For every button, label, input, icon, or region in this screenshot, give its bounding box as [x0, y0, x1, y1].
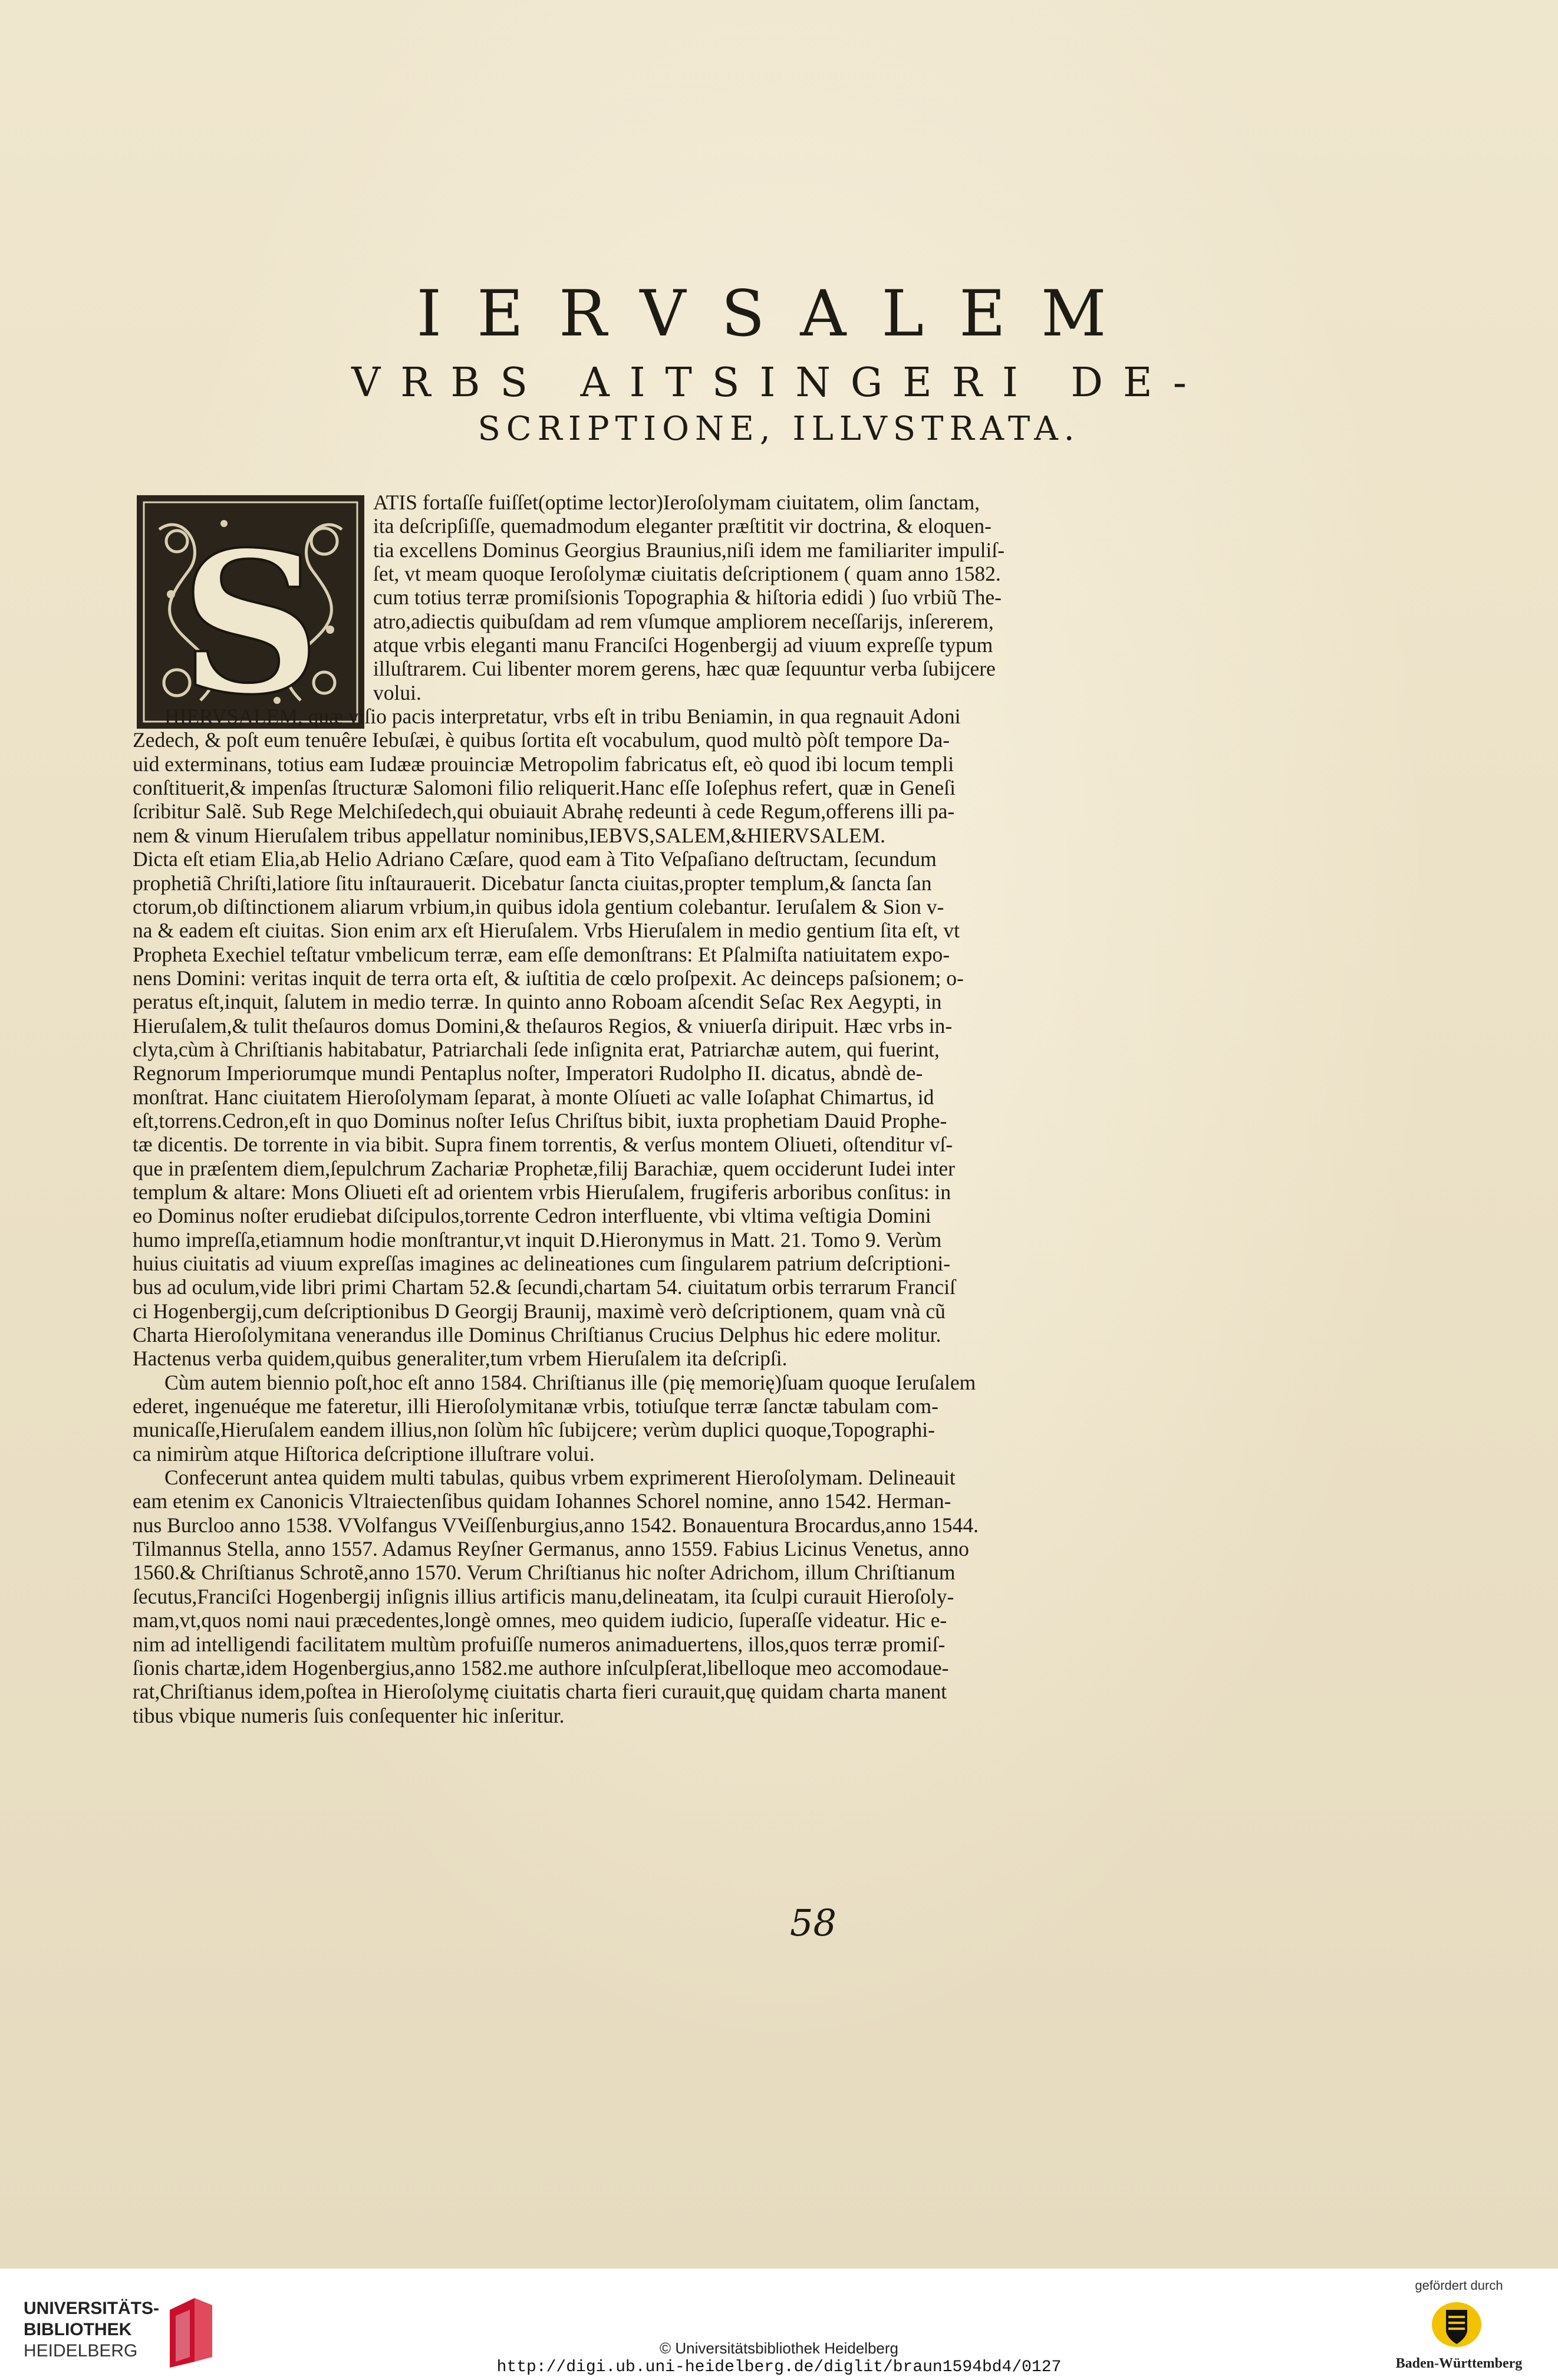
state-coat-of-arms-icon	[1424, 2299, 1490, 2350]
body-text	[133, 491, 1211, 1727]
funding-label: gefördert durch	[1415, 2278, 1503, 2293]
text-line: Propheta Exechiel teſtatur vmbelicum terræ, eam eſſe demonſtrans: Et Pſalmiſta natiuitatem expo-	[133, 942, 950, 966]
text-line: ctorum,ob diſtinctionem aliarum vrbium,in quibus idola gentium colebantur. Ieruſalem & Sion v-	[133, 894, 944, 919]
text-line: ATIS fortaſſe fuiſſet(optime lector)Ieroſolymam ciuitatem, olim ſanctam,	[373, 491, 980, 514]
text-line: tæ dicentis. De torrente in via bibit. Supra finem torrentis, & verſus montem Oliueti, oſtenditur vſ-	[133, 1133, 953, 1157]
text-line: atque vrbis eleganti manu Franciſci Hogenbergij ad viuum expreſſe typum	[373, 633, 993, 657]
text-line: ſcribitur Salẽ. Sub Rege Melchiſedech,qui obuiauit Abrahę redeunti à cede Regum,offerens illi pa-	[133, 799, 955, 824]
subtitle-line-2: SCRIPTIONE, ILLVSTRATA.	[477, 410, 1081, 448]
text-line: ſet, vt meam quoque Ieroſolymæ ciuitatis deſcriptionem ( quam anno 1582.	[373, 562, 1001, 586]
text-line: Cùm autem biennio poſt,hoc eſt anno 1584. Chriſtianus ille (pię memorię)ſuam quoque Ieruſalem	[164, 1370, 976, 1394]
text-line: uid exterminans, totius eam Iudææ prouinciæ Metropolim fabricatus eſt, eò quod ibi locum templi	[133, 752, 954, 776]
text-line: que in præſentem diem,ſepulchrum Zachariæ Prophetæ,filij Barachiæ, quem occiderunt Iudei inter	[133, 1156, 955, 1180]
text-line: nens Domini: veritas inquit de terra orta eſt, & iuſtitia de cœlo proſpexit. Ac deinceps paſsionem; o-	[133, 966, 964, 990]
text-line: na & eadem eſt ciuitas. Sion enim arx eſt Hieruſalem. Vrbs Hieruſalem in medio gentium ſita eſt, vt	[133, 919, 960, 943]
copyright-notice: © Universitätsbibliothek Heidelberg	[659, 2339, 899, 2357]
text-line: HIERVSALEM, quæ viſio pacis interpretatur, vrbs eſt in tribu Beniamin, in qua regnauit Adoni	[164, 705, 961, 729]
text-line: eam etenim ex Canonicis Vltraiectenſibus quidam Iohannes Schorel nomine, anno 1542. Herman-	[133, 1489, 951, 1513]
text-line: nim ad intelligendi facilitatem multùm profuiſſe numeros animaduertens, illos,quos terræ promiſ-	[133, 1632, 946, 1656]
subtitle-line-1: VRBS AITSINGERI DE-	[351, 360, 1207, 406]
text-line: peratus eſt,inquit, ſalutem in medio terræ. In quinto anno Roboam aſcendit Seſac Rex Aegypti, in	[133, 990, 942, 1014]
text-line: Charta Hieroſolymitana venerandus ille Dominus Chriſtianus Crucius Delphus hic edere molitur.	[133, 1323, 941, 1347]
text-line: 1560.& Chriſtianus Schrotẽ,anno 1570. Verum Chriſtianus hic noſter Adrichom, illum Chriſtianum	[133, 1561, 956, 1585]
text-line: atro,adiectis quibuſdam ad rem vſumque ampliorem neceſſarijs, inſererem,	[373, 609, 994, 633]
text-line: nem & vinum Hieruſalem tribus appellatur nominibus,IEBVS,SALEM,&HIERVSALEM.	[133, 823, 886, 847]
page-number: 58	[790, 1901, 836, 1944]
text-line: ſionis chartæ,idem Hogenbergius,anno 1582.me authore inſculpſerat,libelloque meo accomodaue-	[133, 1655, 949, 1680]
library-name-line: BIBLIOTHEK	[24, 2320, 132, 2339]
text-line: illuſtrarem. Cui libenter morem gerens, hæc quæ ſequuntur verba ſubijcere	[373, 657, 996, 681]
text-line: ci Hogenbergij,cum deſcriptionibus D Georgij Braunij, maximè verò deſcriptionem, quam vnà cũ	[133, 1299, 946, 1323]
text-line: eo Dominus noſter erudiebat diſcipulos,torrente Cedron interfluente, vbi vltima veſtigia Domini	[133, 1204, 931, 1228]
permalink-url[interactable]: http://digi.ub.uni-heidelberg.de/diglit/braun1594bd4/0127	[496, 2358, 1062, 2376]
text-line: clyta,cùm à Chriſtianis habitabatur, Patriarchali ſede inſignita erat, Patriarchæ autem, qui fuerint,	[133, 1037, 940, 1061]
text-line: municaſſe,Hieruſalem eandem illius,non ſolùm hîc ſubijcere; verùm duplici quoque,Topographi-	[133, 1418, 935, 1442]
text-line: Confecerunt antea quidem multi tabulas, quibus vrbem exprimerent Hieroſolymam. Delineauit	[164, 1466, 956, 1490]
text-line: ſecutus,Franciſci Hogenbergij inſignis illius artificis manu,delineatam, ita ſculpi curauit Hieroſoly-	[133, 1584, 954, 1608]
text-line: humo impreſſa,etiamnum hodie monſtrantur,vt inquit D.Hieronymus in Matt. 21. Tomo 9. Verùm	[133, 1227, 942, 1252]
page-title: IERVSALEM	[416, 277, 1142, 351]
text-line: Regnorum Imperiorumque mundi Pentaplus noſter, Imperatori Rudolpho II. dicatus, abndè de-	[133, 1061, 923, 1085]
text-line: eſt,torrens.Cedron,eſt in quo Dominus noſter Ieſus Chriſtus bibit, iuxta prophetiam Dauid Prophe-	[133, 1108, 947, 1133]
text-line: nus Burcloo anno 1538. VVolfangus VVeiſſenburgius,anno 1542. Bonauentura Brocardus,anno 1544.	[133, 1513, 979, 1537]
text-line: bus ad oculum,vide libri primi Chartam 52.& ſecundi,chartam 54. ciuitatum orbis terrarum Franciſ	[133, 1275, 956, 1299]
text-line: ca nimirùm atque Hiſtorica deſcriptione illuſtrare volui.	[133, 1441, 595, 1466]
text-line: conſtituerit,& impenſas ſtructuræ Salomoni filio reliquerit.Hanc eſſe Ioſephus refert, quæ in Geneſi	[133, 776, 956, 800]
text-line: mam,vt,quos nomi naui præcedentes,longè omnes, meo quidem iudicio, ſuperaſſe videatur. Hic e-	[133, 1608, 947, 1632]
text-line: Zedech, & poſt eum tenuêre Iebuſæi, è quibus ſortita eſt vocabulum, quod multò pòſt tempore Da-	[133, 728, 950, 752]
funder-name: Baden-Württemberg	[1395, 2356, 1523, 2371]
text-line: tia excellens Dominus Georgius Braunius,niſi idem me familiariter impuliſ-	[373, 538, 1005, 562]
svg-text:S: S	[180, 509, 321, 730]
library-name-line: UNIVERSITÄTS-	[24, 2299, 160, 2318]
text-line: prophetiã Chriſti,latiore ſitu inſtaurauerit. Dicebatur ſancta ciuitas,propter templum,& ſancta ſan	[133, 871, 932, 895]
text-line: Tilmannus Stella, anno 1557. Adamus Reyſner Germanus, anno 1559. Fabius Licinus Venetus, anno	[133, 1537, 969, 1561]
library-name-line: HEIDELBERG	[24, 2341, 138, 2361]
text-line: monſtrat. Hanc ciuitatem Hieroſolymam ſeparat, à monte Olíueti ac valle Ioſaphat Chimartus, id	[133, 1085, 934, 1109]
text-line: Dicta eſt etiam Elia,ab Helio Adriano Cæſare, quod eam à Tito Veſpaſiano deſtructam, ſecundum	[133, 847, 937, 871]
text-line: templum & altare: Mons Oliueti eſt ad orientem vrbis Hieruſalem, frugiferis arboribus conſitus: in	[133, 1180, 951, 1204]
text-line: tibus vbique numeris ſuis conſequenter hic inſeritur.	[133, 1703, 565, 1727]
text-line: cum totius terræ promiſsionis Topographia & hiſtoria edidi ) ſuo vrbiũ The-	[373, 585, 1002, 610]
text-line: Hieruſalem,& tulit theſauros domus Domini,& theſauros Regios, & vniuerſa diripuit. Hæc vrbs in-	[133, 1013, 953, 1038]
text-line: ederet, ingenuéque me fateretur, illi Hieroſolymitanæ vrbis, totiuſque terræ ſanctæ tabulam com-	[133, 1394, 938, 1418]
text-line: huius ciuitatis ad viuum expreſſas imagines ac delineationes cum ſingularem patrium deſcriptioni-	[133, 1252, 951, 1275]
text-line: volui.	[373, 680, 421, 705]
text-line: Hactenus verba quidem,quibus generaliter,tum vrbem Hieruſalem ita deſcripſi.	[133, 1347, 788, 1371]
text-line: ita deſcripſiſſe, quemadmodum eleganter præſtitit vir doctrina, & eloquen-	[373, 514, 992, 538]
footer-bar	[0, 2269, 1558, 2380]
text-line: rat,Chriſtianus idem,poſtea in Hieroſolymę ciuitatis charta fieri curauit,quę quidam charta manent	[133, 1680, 947, 1704]
